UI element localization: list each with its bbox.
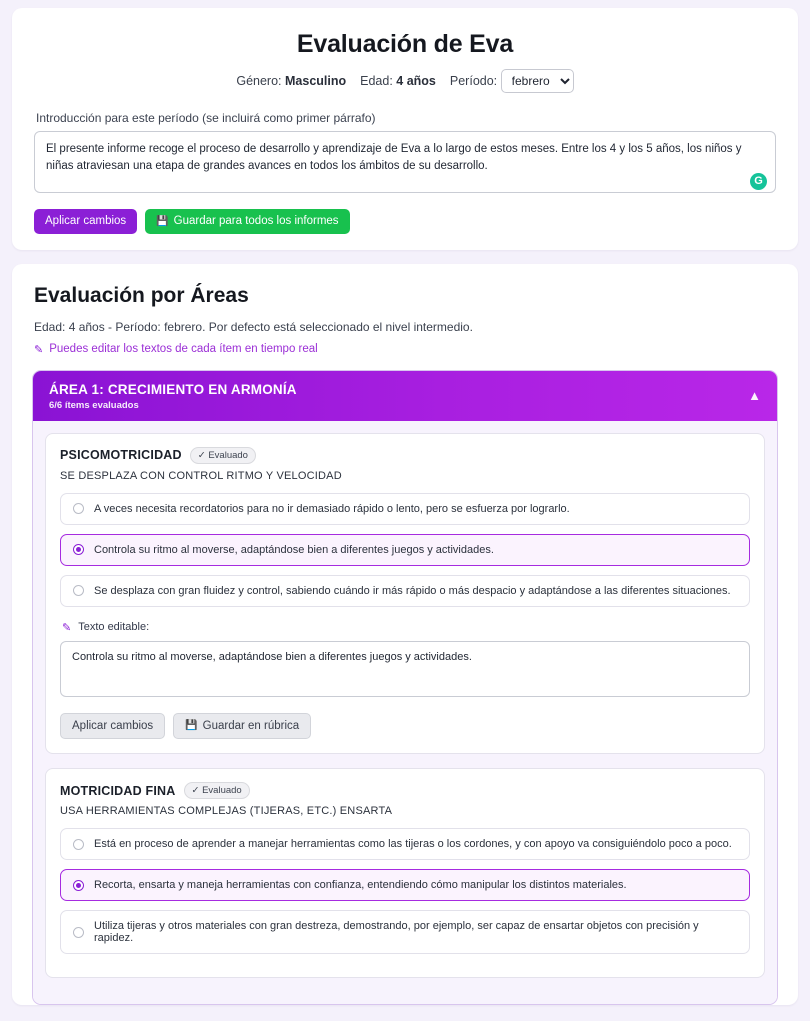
option-row[interactable] [60, 493, 750, 525]
item-apply-changes-button[interactable]: Aplicar cambios [60, 713, 165, 740]
editable-text-label-row [62, 621, 750, 634]
option-label: Controla su ritmo al moverse, adaptándose bien a diferentes juegos y actividades. [94, 543, 494, 556]
areas-subtitle: Edad: 4 años - Período: febrero. Por defecto está seleccionado el nivel intermedio. [34, 319, 473, 334]
save-all-reports-label: Guardar para todos los informes [173, 215, 339, 227]
option-label: Está en proceso de aprender a manejar herramientas como las tijeras o los cordones, y con apoyo va consiguiéndolo poco a poco. [94, 838, 732, 851]
area-block-1 [32, 370, 778, 1006]
student-meta-row [34, 69, 776, 93]
areas-hint [34, 343, 778, 356]
option-label: Utiliza tijeras y otros materiales con gran destreza, demostrando, por ejemplo, ser capaz de ensartar objetos con precisión y rapidez. [94, 920, 699, 945]
editable-text-label: Texto editable: [78, 621, 150, 634]
radio-icon[interactable] [73, 585, 84, 596]
option-row-selected[interactable] [60, 534, 750, 566]
status-badge: ✓ Evaluado [190, 447, 256, 464]
period-select[interactable] [501, 69, 574, 93]
item-actions [60, 713, 750, 740]
option-row[interactable] [60, 828, 750, 860]
item-editable-textarea[interactable] [60, 641, 750, 697]
areas-hint-label: Puedes editar los textos de cada ítem en tiempo real [49, 343, 318, 356]
item-description: USA HERRAMIENTAS COMPLEJAS (TIJERAS, ETC.) ENSARTA [60, 805, 393, 818]
option-label: A veces necesita recordatorios para no ir demasiado rápido o lento, pero se esfuerza por lograrlo. [94, 502, 570, 515]
age-field [360, 74, 436, 88]
area-counter: 6/6 ítems evaluados [49, 399, 139, 411]
area-body [33, 421, 777, 1005]
intro-textarea-wrapper [34, 131, 776, 198]
period-label: Período: [449, 74, 498, 88]
gender-label: Género: [236, 74, 282, 88]
option-row[interactable] [60, 575, 750, 607]
item-save-rubric-button[interactable] [173, 713, 311, 740]
radio-icon[interactable] [73, 927, 84, 938]
grammarly-icon[interactable]: G [750, 173, 767, 190]
areas-section [12, 264, 798, 1006]
option-label: Se desplaza con gran fluidez y control, sabiendo cuándo ir más rápido o más despacio y adaptándose a las diferentes situaciones. [94, 584, 731, 597]
radio-icon[interactable] [73, 839, 84, 850]
chevron-up-icon[interactable]: ▲ [748, 387, 761, 403]
area-header-text [49, 382, 297, 411]
page-root [0, 8, 810, 1005]
intro-textarea[interactable] [34, 131, 776, 193]
areas-title: Evaluación por Áreas [34, 283, 249, 307]
save-all-reports-button[interactable] [145, 209, 349, 234]
radio-icon-selected[interactable] [73, 544, 84, 555]
apply-changes-button[interactable]: Aplicar cambios [34, 209, 137, 234]
area-title: ÁREA 1: CRECIMIENTO EN ARMONÍA [49, 381, 297, 397]
radio-icon-selected[interactable] [73, 880, 84, 891]
status-badge: ✓ Evaluado [184, 782, 250, 799]
item-header [60, 447, 750, 464]
floppy-disk-icon: 💾 [156, 215, 169, 227]
item-description: SE DESPLAZA CON CONTROL RITMO Y VELOCIDAD [60, 469, 342, 482]
area-header[interactable] [33, 371, 777, 421]
gender-field [236, 74, 346, 88]
option-label: Recorta, ensarta y maneja herramientas con confianza, entendiendo cómo manipular los distintos materiales. [94, 879, 627, 892]
pencil-icon: ✎ [62, 621, 72, 634]
gender-value: Masculino [285, 74, 347, 88]
item-card-psicomotricidad [45, 433, 765, 755]
item-header [60, 782, 750, 799]
option-row-selected[interactable] [60, 869, 750, 901]
option-row[interactable] [60, 910, 750, 954]
radio-icon[interactable] [73, 503, 84, 514]
age-value: 4 años [396, 74, 436, 88]
intro-actions [34, 209, 776, 234]
item-name: PSICOMOTRICIDAD [60, 448, 182, 463]
item-name: MOTRICIDAD FINA [60, 783, 176, 798]
age-label: Edad: [360, 74, 393, 88]
item-card-motricidad-fina [45, 768, 765, 978]
floppy-disk-icon: 💾 [185, 720, 198, 732]
intro-label: Introducción para este período (se incluirá como primer párrafo) [36, 111, 376, 125]
pencil-icon: ✎ [34, 343, 44, 356]
evaluation-header-card [12, 8, 798, 250]
period-field [450, 69, 574, 93]
item-save-rubric-label: Guardar en rúbrica [202, 719, 300, 732]
page-title: Evaluación de Eva [296, 30, 514, 58]
